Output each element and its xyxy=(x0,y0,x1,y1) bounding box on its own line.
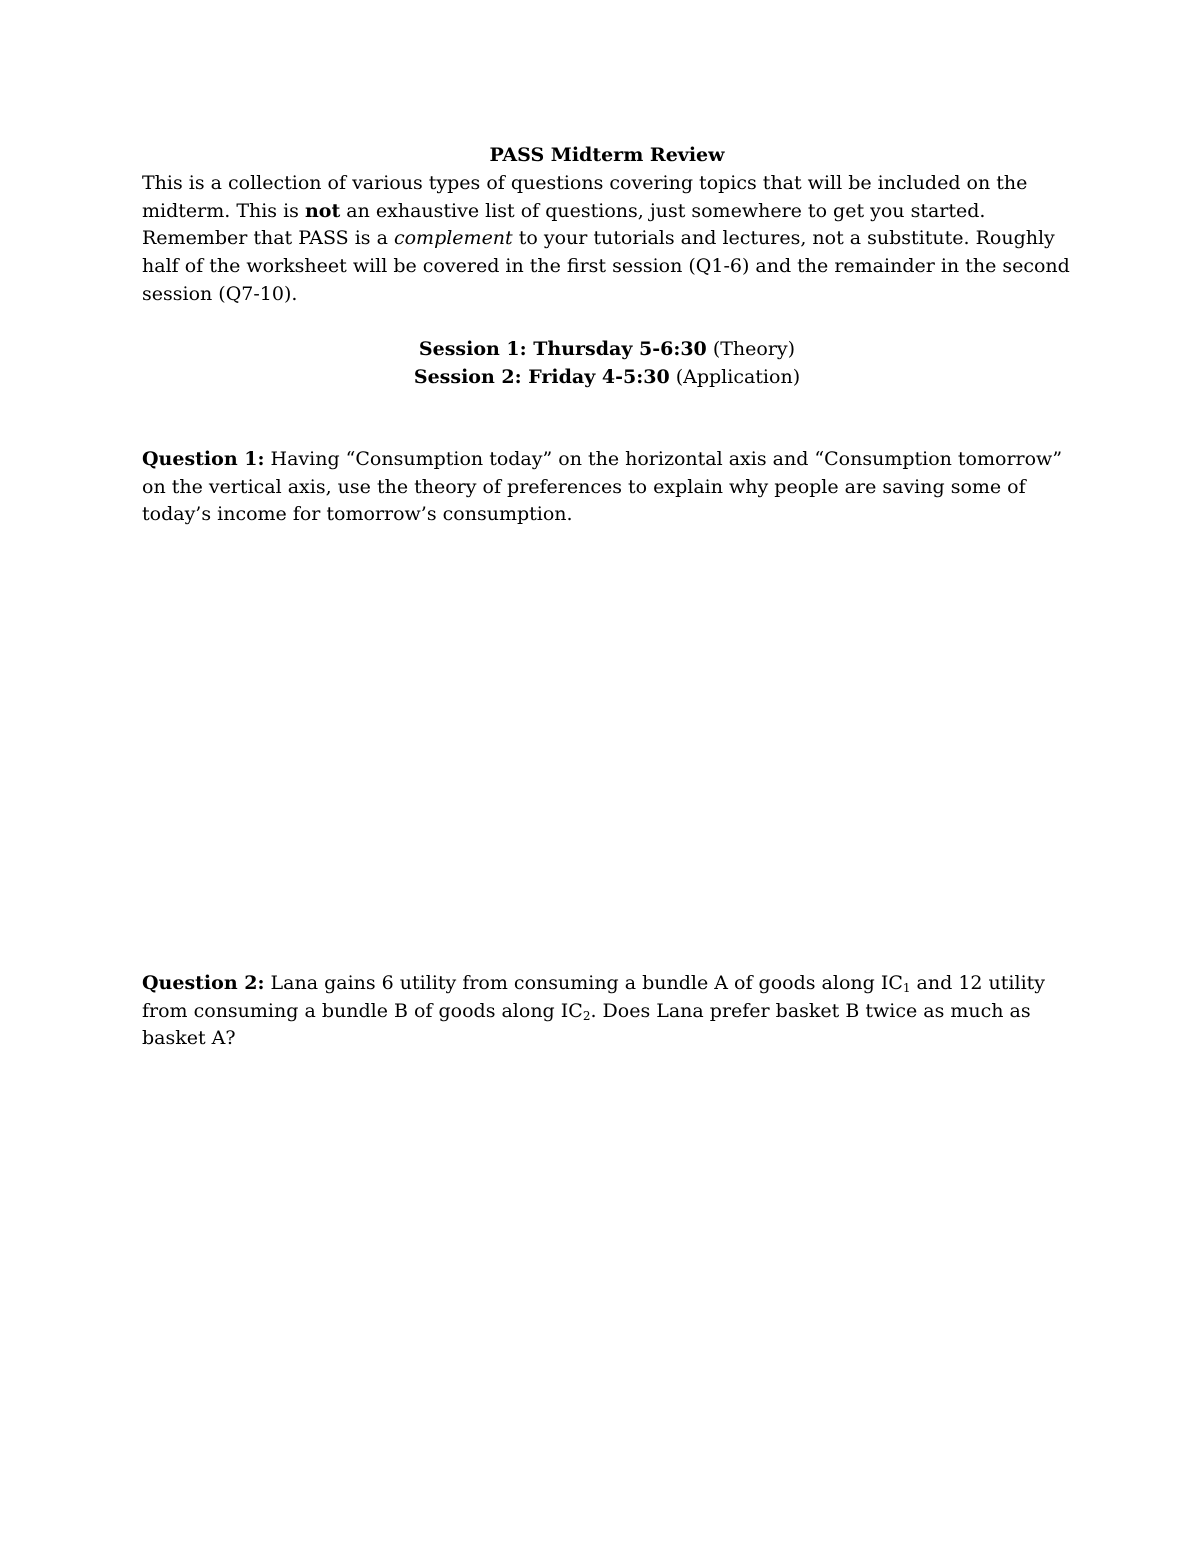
question-1-text: Having “Consumption today” on the horizontal axis and “Consumption tomorrow” on the vertical axis, use the theory of preferences to explain why people are saving some of today’s income for tomorrow’s consumption. xyxy=(142,448,1063,526)
session-1-type: (Theory) xyxy=(712,338,796,360)
session-schedule xyxy=(142,336,1072,391)
question-1-label: Question 1: xyxy=(142,448,265,470)
intro-emphasis-complement: complement xyxy=(393,227,513,250)
intro-paragraph xyxy=(142,170,1072,309)
session-1 xyxy=(142,336,1072,364)
question-1 xyxy=(142,446,1072,529)
question-2-sub-b: 2 xyxy=(582,1008,591,1023)
session-2-label: Session 2: Friday 4-5:30 xyxy=(413,365,670,388)
question-2-text-b: and 12 utility from consuming a bundle B of goods along IC xyxy=(142,972,1046,1022)
session-2 xyxy=(142,364,1072,392)
page-title: PASS Midterm Review xyxy=(489,144,725,166)
question-2 xyxy=(142,970,1072,1053)
question-2-sub-a: 1 xyxy=(902,981,911,995)
session-2-type: (Application) xyxy=(675,365,801,388)
question-2-label: Question 2: xyxy=(142,972,265,994)
intro-text-1: This is a collection of various types of questions covering topics that will be included on the midterm. This is xyxy=(142,172,1028,222)
question-2-text-c: . Does Lana prefer basket B twice as much as basket A? xyxy=(142,999,1031,1050)
intro-emphasis-not: not xyxy=(304,199,341,222)
intro-text-2: an exhaustive list of questions, just somewhere to get you started. Remember that PASS is a xyxy=(142,199,986,250)
session-1-label: Session 1: Thursday 5-6:30 xyxy=(418,338,707,360)
intro-text-3: to your tutorials and lectures, not a substitute. Roughly half of the worksheet will be covered in the first session (Q1-6) and the remainder in the second session (Q7-10). xyxy=(142,227,1070,305)
question-2-text-a: Lana gains 6 utility from consuming a bundle A of goods along IC xyxy=(270,972,903,994)
